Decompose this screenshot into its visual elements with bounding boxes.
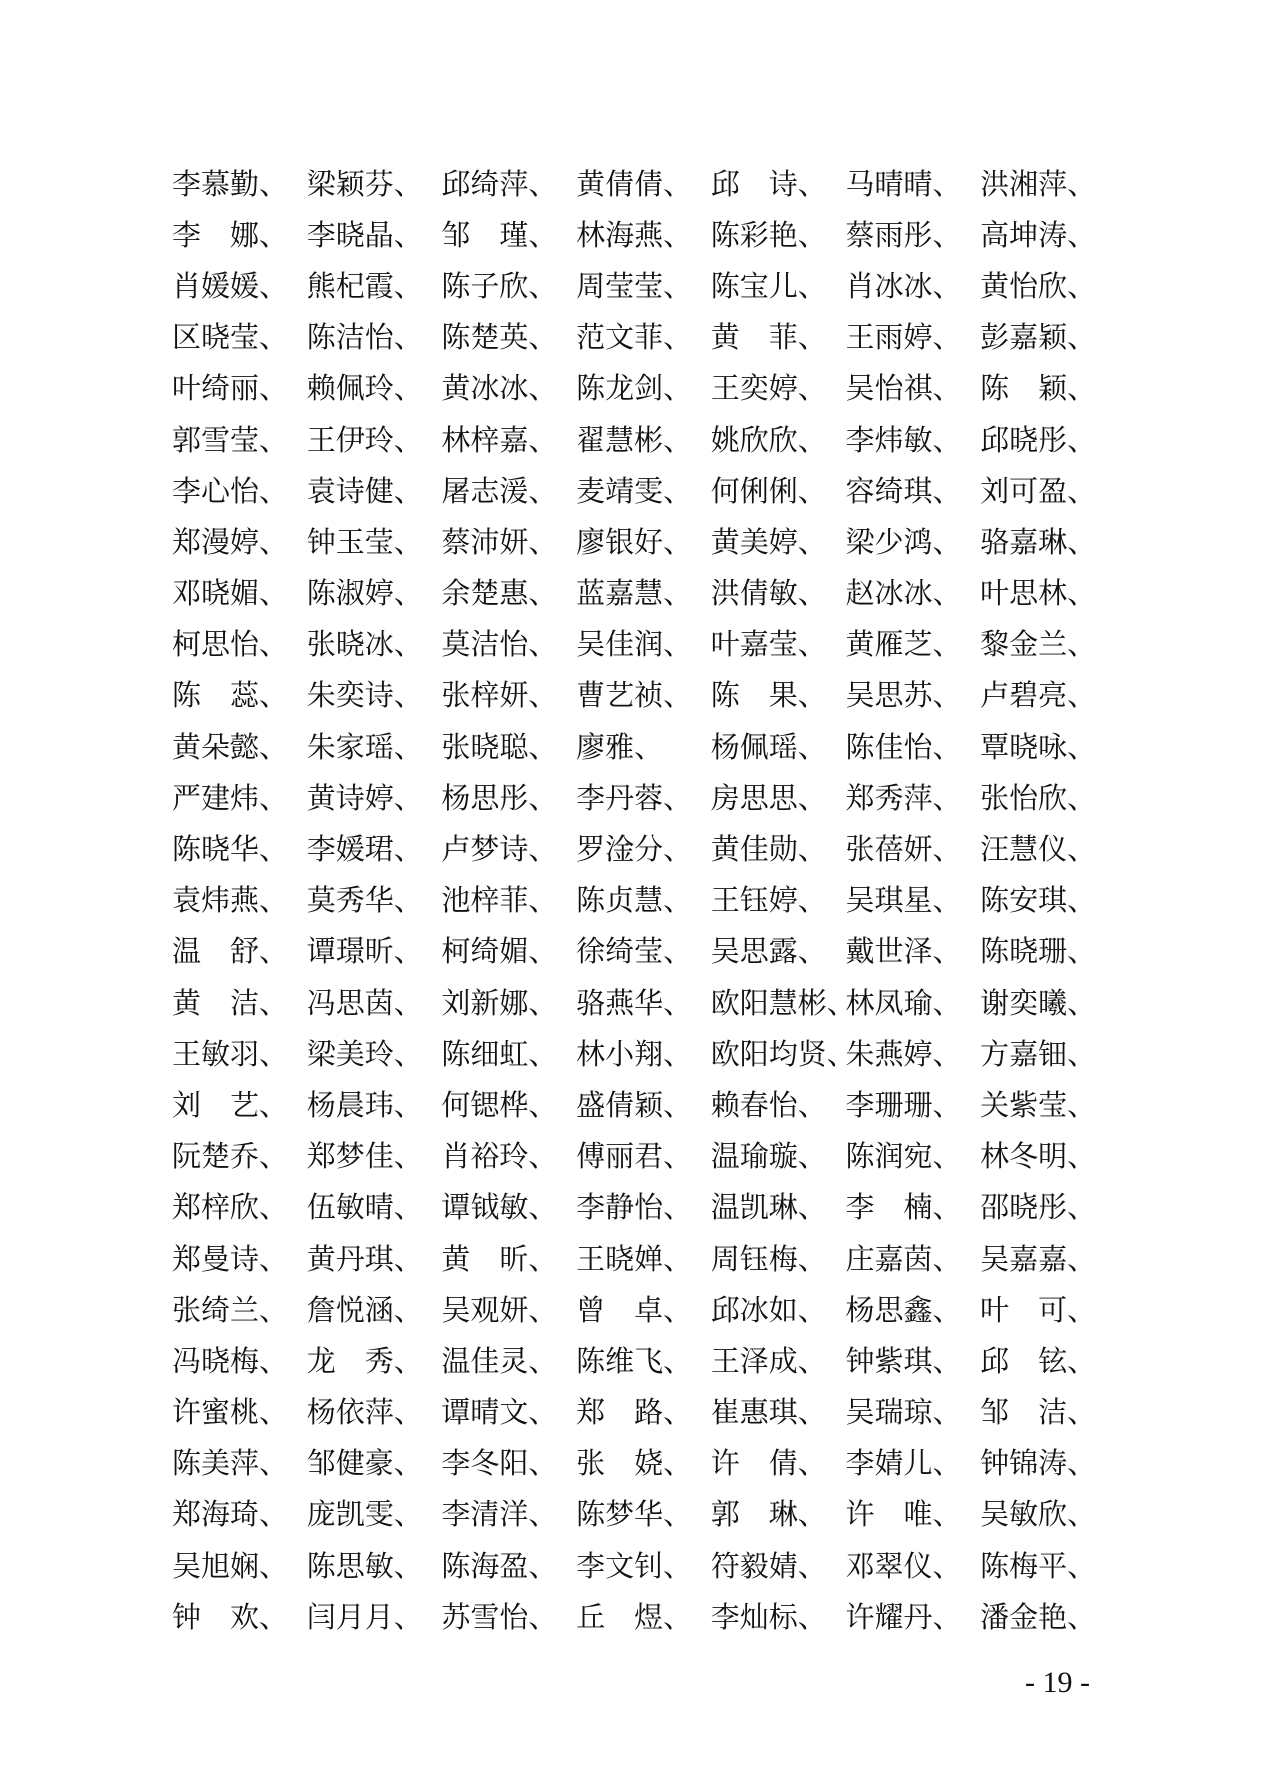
name-entry: 李婧儿、 — [845, 1446, 962, 1481]
name-entry: 钟锦涛、 — [980, 1446, 1097, 1481]
name-entry: 李丹蓉、 — [576, 780, 693, 815]
name-entry: 周莹莹、 — [576, 268, 693, 303]
name-entry: 汪慧仪、 — [980, 832, 1097, 867]
name-entry: 陈淑婷、 — [306, 576, 423, 611]
name-row — [172, 465, 1097, 516]
name-entry: 詹悦涵、 — [306, 1292, 423, 1327]
name-entry: 李炜敏、 — [845, 422, 962, 457]
name-entry: 陈洁怡、 — [306, 320, 423, 355]
name-entry: 何俐俐、 — [710, 473, 827, 508]
name-entry: 骆嘉琳、 — [980, 524, 1097, 559]
name-entry: 吴瑞琼、 — [845, 1395, 962, 1430]
name-entry: 高坤涛、 — [980, 217, 1097, 252]
name-entry: 戴世泽、 — [845, 934, 962, 969]
name-entry: 谭晴文、 — [441, 1395, 558, 1430]
name-row — [172, 1335, 1097, 1386]
name-entry: 李冬阳、 — [441, 1446, 558, 1481]
name-row — [172, 516, 1097, 567]
name-entry: 欧阳慧彬、 — [710, 985, 856, 1020]
name-entry: 王泽成、 — [710, 1343, 827, 1378]
name-entry: 刘 艺、 — [172, 1087, 289, 1122]
name-row — [172, 670, 1097, 721]
name-entry: 邵晓彤、 — [980, 1190, 1097, 1225]
name-entry: 王奕婷、 — [710, 371, 827, 406]
name-entry: 邹 瑾、 — [441, 217, 558, 252]
name-entry: 陈维飞、 — [576, 1343, 693, 1378]
name-row — [172, 1284, 1097, 1335]
name-entry: 吴琪星、 — [845, 883, 962, 918]
name-entry: 林海燕、 — [576, 217, 693, 252]
name-entry: 林凤瑜、 — [845, 985, 962, 1020]
name-entry: 邹健豪、 — [306, 1446, 423, 1481]
name-entry: 陈 颖、 — [980, 371, 1097, 406]
name-entry: 柯绮媚、 — [441, 934, 558, 969]
name-entry: 吴思苏、 — [845, 678, 962, 713]
name-entry: 王晓婵、 — [576, 1241, 693, 1276]
name-entry: 黄诗婷、 — [306, 780, 423, 815]
name-entry: 温 舒、 — [172, 934, 289, 969]
name-entry: 叶 可、 — [980, 1292, 1097, 1327]
name-entry: 邱冰如、 — [710, 1292, 827, 1327]
name-entry: 温凯琳、 — [710, 1190, 827, 1225]
name-entry: 郑秀萍、 — [845, 780, 962, 815]
name-row — [172, 1079, 1097, 1130]
name-entry: 黄冰冰、 — [441, 371, 558, 406]
name-entry: 郑梓欣、 — [172, 1190, 289, 1225]
name-entry: 叶嘉莹、 — [710, 627, 827, 662]
name-entry: 钟 欢、 — [172, 1599, 289, 1634]
name-list — [172, 158, 1097, 1642]
name-entry: 傅丽君、 — [576, 1139, 693, 1174]
name-entry: 陈宝儿、 — [710, 268, 827, 303]
name-entry: 莫秀华、 — [306, 883, 423, 918]
name-row — [172, 1591, 1097, 1642]
name-entry: 陈思敏、 — [306, 1548, 423, 1583]
name-entry: 朱奕诗、 — [306, 678, 423, 713]
name-row — [172, 1489, 1097, 1540]
name-entry: 王伊玲、 — [306, 422, 423, 457]
name-entry: 陈楚英、 — [441, 320, 558, 355]
name-entry: 邱绮萍、 — [441, 166, 558, 201]
name-entry: 黄朵懿、 — [172, 729, 289, 764]
name-entry: 许 唯、 — [845, 1497, 962, 1532]
name-row — [172, 260, 1097, 311]
name-entry: 杨佩瑶、 — [710, 729, 827, 764]
name-row — [172, 926, 1097, 977]
name-entry: 陈佳怡、 — [845, 729, 962, 764]
name-row — [172, 1182, 1097, 1233]
name-entry: 黄雁芝、 — [845, 627, 962, 662]
name-entry: 范文菲、 — [576, 320, 693, 355]
name-entry: 李心怡、 — [172, 473, 289, 508]
name-entry: 吴嘉嘉、 — [980, 1241, 1097, 1276]
name-entry: 张梓妍、 — [441, 678, 558, 713]
name-entry: 陈安琪、 — [980, 883, 1097, 918]
name-entry: 梁美玲、 — [306, 1036, 423, 1071]
name-entry: 陈梅平、 — [980, 1548, 1097, 1583]
name-entry: 邱晓彤、 — [980, 422, 1097, 457]
name-entry: 郑曼诗、 — [172, 1241, 289, 1276]
name-entry: 陈 果、 — [710, 678, 827, 713]
name-entry: 谢奕曦、 — [980, 985, 1097, 1020]
name-entry: 何锶桦、 — [441, 1087, 558, 1122]
name-entry: 伍敏晴、 — [306, 1190, 423, 1225]
name-entry: 阮楚乔、 — [172, 1139, 289, 1174]
name-entry: 吴旭娴、 — [172, 1548, 289, 1583]
name-entry: 许 倩、 — [710, 1446, 827, 1481]
name-entry: 黎金兰、 — [980, 627, 1097, 662]
name-entry: 梁颖芬、 — [306, 166, 423, 201]
name-entry: 李静怡、 — [576, 1190, 693, 1225]
name-entry: 潘金艳、 — [980, 1599, 1097, 1634]
name-entry: 肖裕玲、 — [441, 1139, 558, 1174]
name-entry: 庄嘉茵、 — [845, 1241, 962, 1276]
name-entry: 袁诗健、 — [306, 473, 423, 508]
name-entry: 温佳灵、 — [441, 1343, 558, 1378]
name-entry: 谭璟昕、 — [306, 934, 423, 969]
name-entry: 洪倩敏、 — [710, 576, 827, 611]
name-entry: 陈晓华、 — [172, 832, 289, 867]
name-entry: 林梓嘉、 — [441, 422, 558, 457]
name-entry: 余楚惠、 — [441, 576, 558, 611]
name-entry: 吴观妍、 — [441, 1292, 558, 1327]
name-row — [172, 772, 1097, 823]
name-entry: 温瑜璇、 — [710, 1139, 827, 1174]
name-entry: 郑梦佳、 — [306, 1139, 423, 1174]
name-entry: 陈细虹、 — [441, 1036, 558, 1071]
name-entry: 李 楠、 — [845, 1190, 962, 1225]
name-entry: 黄怡欣、 — [980, 268, 1097, 303]
name-entry: 邓翠仪、 — [845, 1548, 962, 1583]
name-entry: 盛倩颖、 — [576, 1087, 693, 1122]
name-entry: 徐绮莹、 — [576, 934, 693, 969]
name-entry: 肖媛媛、 — [172, 268, 289, 303]
name-entry: 李慕勤、 — [172, 166, 289, 201]
name-entry: 黄佳勋、 — [710, 832, 827, 867]
name-entry: 梁少鸿、 — [845, 524, 962, 559]
name-entry: 闫月月、 — [306, 1599, 423, 1634]
name-entry: 朱燕婷、 — [845, 1036, 962, 1071]
name-entry: 覃晓咏、 — [980, 729, 1097, 764]
name-row — [172, 363, 1097, 414]
name-entry: 吴敏欣、 — [980, 1497, 1097, 1532]
name-entry: 严建炜、 — [172, 780, 289, 815]
name-entry: 张怡欣、 — [980, 780, 1097, 815]
name-row — [172, 1438, 1097, 1489]
name-entry: 廖银好、 — [576, 524, 693, 559]
name-entry: 王钰婷、 — [710, 883, 827, 918]
name-entry: 李清洋、 — [441, 1497, 558, 1532]
name-entry: 廖雅、 — [576, 729, 664, 764]
name-entry: 赖佩玲、 — [306, 371, 423, 406]
name-entry: 张蓓妍、 — [845, 832, 962, 867]
name-row — [172, 1233, 1097, 1284]
name-entry: 曹艺祯、 — [576, 678, 693, 713]
name-entry: 池梓菲、 — [441, 883, 558, 918]
name-entry: 林冬明、 — [980, 1139, 1097, 1174]
name-entry: 柯思怡、 — [172, 627, 289, 662]
name-entry: 莫洁怡、 — [441, 627, 558, 662]
name-entry: 屠志湲、 — [441, 473, 558, 508]
name-entry: 陈晓珊、 — [980, 934, 1097, 969]
name-row — [172, 568, 1097, 619]
name-entry: 李珊珊、 — [845, 1087, 962, 1122]
name-entry: 区晓莹、 — [172, 320, 289, 355]
name-entry: 李媛珺、 — [306, 832, 423, 867]
name-row — [172, 414, 1097, 465]
name-entry: 蓝嘉慧、 — [576, 576, 693, 611]
name-entry: 陈海盈、 — [441, 1548, 558, 1583]
name-entry: 曾 卓、 — [576, 1292, 693, 1327]
name-entry: 叶思林、 — [980, 576, 1097, 611]
name-entry: 陈润宛、 — [845, 1139, 962, 1174]
name-entry: 洪湘萍、 — [980, 166, 1097, 201]
name-entry: 关紫莹、 — [980, 1087, 1097, 1122]
name-entry: 吴佳润、 — [576, 627, 693, 662]
name-entry: 许蜜桃、 — [172, 1395, 289, 1430]
name-entry: 庞凯雯、 — [306, 1497, 423, 1532]
name-entry: 王雨婷、 — [845, 320, 962, 355]
name-entry: 彭嘉颖、 — [980, 320, 1097, 355]
name-entry: 陈龙剑、 — [576, 371, 693, 406]
name-entry: 张晓冰、 — [306, 627, 423, 662]
name-entry: 邹 洁、 — [980, 1395, 1097, 1430]
page-number: - 19 - — [1025, 1666, 1090, 1699]
name-entry: 欧阳均贤、 — [710, 1036, 856, 1071]
name-entry: 杨思彤、 — [441, 780, 558, 815]
name-entry: 赖春怡、 — [710, 1087, 827, 1122]
name-entry: 刘可盈、 — [980, 473, 1097, 508]
name-row — [172, 823, 1097, 874]
name-entry: 李晓晶、 — [306, 217, 423, 252]
name-entry: 叶绮丽、 — [172, 371, 289, 406]
name-entry: 赵冰冰、 — [845, 576, 962, 611]
name-entry: 陈子欣、 — [441, 268, 558, 303]
name-entry: 黄丹琪、 — [306, 1241, 423, 1276]
name-row — [172, 1028, 1097, 1079]
name-entry: 吴思露、 — [710, 934, 827, 969]
name-entry: 麦靖雯、 — [576, 473, 693, 508]
name-entry: 周钰梅、 — [710, 1241, 827, 1276]
name-row — [172, 875, 1097, 926]
name-entry: 吴怡祺、 — [845, 371, 962, 406]
name-entry: 刘新娜、 — [441, 985, 558, 1020]
name-entry: 姚欣欣、 — [710, 422, 827, 457]
name-entry: 卢梦诗、 — [441, 832, 558, 867]
name-entry: 马晴晴、 — [845, 166, 962, 201]
name-entry: 钟玉莹、 — [306, 524, 423, 559]
name-entry: 黄 昕、 — [441, 1241, 558, 1276]
name-entry: 黄 菲、 — [710, 320, 827, 355]
name-entry: 杨依萍、 — [306, 1395, 423, 1430]
name-entry: 熊杞霞、 — [306, 268, 423, 303]
name-entry: 邓晓媚、 — [172, 576, 289, 611]
name-row — [172, 1131, 1097, 1182]
name-entry: 容绮琪、 — [845, 473, 962, 508]
name-entry: 罗淦分、 — [576, 832, 693, 867]
name-entry: 袁炜燕、 — [172, 883, 289, 918]
name-row — [172, 312, 1097, 363]
name-entry: 丘 煜、 — [576, 1599, 693, 1634]
name-entry: 龙 秀、 — [306, 1343, 423, 1378]
name-entry: 蔡沛妍、 — [441, 524, 558, 559]
name-row — [172, 158, 1097, 209]
name-entry: 陈彩艳、 — [710, 217, 827, 252]
name-entry: 骆燕华、 — [576, 985, 693, 1020]
name-entry: 钟紫琪、 — [845, 1343, 962, 1378]
name-entry: 张绮兰、 — [172, 1292, 289, 1327]
name-entry: 张晓聪、 — [441, 729, 558, 764]
name-entry: 郭雪莹、 — [172, 422, 289, 457]
name-entry: 郑海琦、 — [172, 1497, 289, 1532]
name-entry: 林小翔、 — [576, 1036, 693, 1071]
name-entry: 郑漫婷、 — [172, 524, 289, 559]
name-entry: 郭 琳、 — [710, 1497, 827, 1532]
name-entry: 黄倩倩、 — [576, 166, 693, 201]
name-entry: 张 娆、 — [576, 1446, 693, 1481]
name-entry: 崔惠琪、 — [710, 1395, 827, 1430]
name-entry: 陈美萍、 — [172, 1446, 289, 1481]
name-entry: 陈梦华、 — [576, 1497, 693, 1532]
name-entry: 黄美婷、 — [710, 524, 827, 559]
name-entry: 翟慧彬、 — [576, 422, 693, 457]
name-entry: 肖冰冰、 — [845, 268, 962, 303]
name-entry: 方嘉钿、 — [980, 1036, 1097, 1071]
name-entry: 杨思鑫、 — [845, 1292, 962, 1327]
name-entry: 李文钊、 — [576, 1548, 693, 1583]
name-entry: 郑 路、 — [576, 1395, 693, 1430]
name-row — [172, 1540, 1097, 1591]
name-row — [172, 1387, 1097, 1438]
name-entry: 邱 铉、 — [980, 1343, 1097, 1378]
name-entry: 许耀丹、 — [845, 1599, 962, 1634]
name-entry: 冯思茵、 — [306, 985, 423, 1020]
name-entry: 符毅婧、 — [710, 1548, 827, 1583]
name-entry: 冯晓梅、 — [172, 1343, 289, 1378]
name-row — [172, 209, 1097, 260]
name-entry: 房思思、 — [710, 780, 827, 815]
name-entry: 李灿标、 — [710, 1599, 827, 1634]
name-entry: 邱 诗、 — [710, 166, 827, 201]
name-entry: 李 娜、 — [172, 217, 289, 252]
name-entry: 王敏羽、 — [172, 1036, 289, 1071]
name-entry: 陈 蕊、 — [172, 678, 289, 713]
name-row — [172, 721, 1097, 772]
name-row — [172, 977, 1097, 1028]
name-entry: 黄 洁、 — [172, 985, 289, 1020]
name-entry: 陈贞慧、 — [576, 883, 693, 918]
name-entry: 谭钺敏、 — [441, 1190, 558, 1225]
name-entry: 蔡雨彤、 — [845, 217, 962, 252]
name-row — [172, 619, 1097, 670]
name-entry: 杨晨玮、 — [306, 1087, 423, 1122]
name-entry: 卢碧亮、 — [980, 678, 1097, 713]
name-entry: 苏雪怡、 — [441, 1599, 558, 1634]
name-entry: 朱家瑶、 — [306, 729, 423, 764]
